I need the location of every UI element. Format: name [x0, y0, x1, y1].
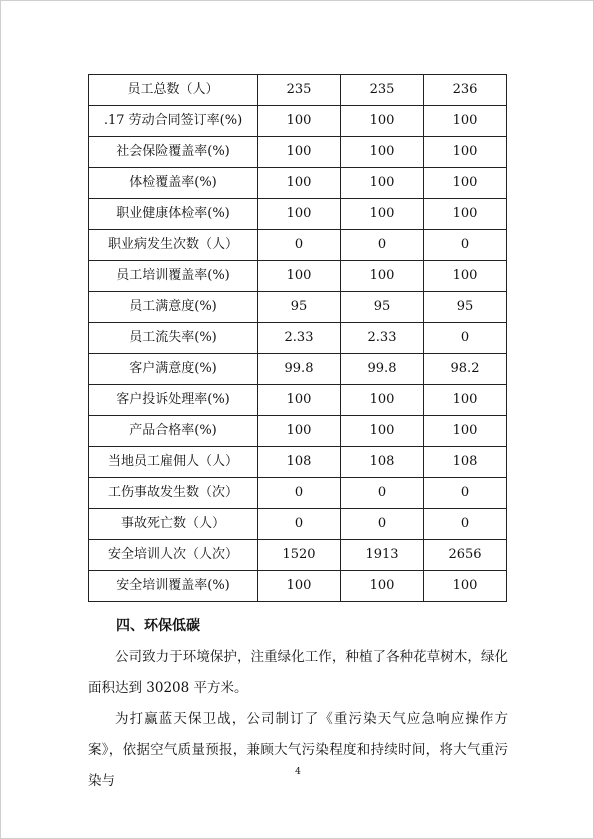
table-cell: 0 — [341, 509, 424, 540]
table-cell: 100 — [341, 106, 424, 137]
table-cell: 100 — [341, 261, 424, 292]
table-cell: 0 — [424, 230, 507, 261]
row-label: 体检覆盖率(%) — [89, 168, 258, 199]
table-cell: 0 — [258, 230, 341, 261]
table-cell: 100 — [341, 137, 424, 168]
table-cell: 100 — [424, 261, 507, 292]
table-cell: 100 — [258, 199, 341, 230]
table-cell: 100 — [341, 385, 424, 416]
row-label: 员工总数（人） — [89, 75, 258, 106]
table-cell: 100 — [424, 571, 507, 602]
row-label: 员工流失率(%) — [89, 323, 258, 354]
row-label: .17 劳动合同签订率(%) — [89, 106, 258, 137]
table-cell: 2.33 — [341, 323, 424, 354]
table-cell: 0 — [424, 478, 507, 509]
statistics-table — [88, 74, 507, 602]
table-cell: 100 — [258, 137, 341, 168]
paragraph-pollution-plan: 为打赢蓝天保卫战，公司制订了《重污染天气应急响应操作方案》，依据空气质量预报，兼顾大气污染程度和持续时间，将大气重污染与 — [88, 711, 508, 789]
table-row — [89, 571, 507, 602]
row-label: 职业病发生次数（人） — [89, 230, 258, 261]
table-cell: 95 — [341, 292, 424, 323]
table-cell: 235 — [341, 75, 424, 106]
row-label: 产品合格率(%) — [89, 416, 258, 447]
table-cell: 0 — [424, 323, 507, 354]
table-row — [89, 323, 507, 354]
table-cell: 95 — [424, 292, 507, 323]
table-cell: 108 — [424, 447, 507, 478]
table-cell: 100 — [258, 106, 341, 137]
row-label: 安全培训人次（人次） — [89, 540, 258, 571]
row-label: 当地员工雇佣人（人） — [89, 447, 258, 478]
table-cell: 108 — [341, 447, 424, 478]
table-cell: 100 — [258, 571, 341, 602]
table-row — [89, 447, 507, 478]
table-cell: 2656 — [424, 540, 507, 571]
row-label: 客户投诉处理率(%) — [89, 385, 258, 416]
table-cell: 98.2 — [424, 354, 507, 385]
table-row — [89, 416, 507, 447]
table-cell: 0 — [258, 478, 341, 509]
row-label: 社会保险覆盖率(%) — [89, 137, 258, 168]
table-row — [89, 168, 507, 199]
table-cell: 0 — [258, 509, 341, 540]
table-cell: 236 — [424, 75, 507, 106]
row-label: 员工满意度(%) — [89, 292, 258, 323]
table-cell: 100 — [258, 168, 341, 199]
table-cell: 100 — [341, 571, 424, 602]
table-cell: 99.8 — [341, 354, 424, 385]
table-row — [89, 230, 507, 261]
table-cell: 100 — [424, 385, 507, 416]
row-label: 客户满意度(%) — [89, 354, 258, 385]
table-row — [89, 478, 507, 509]
table-cell: 1520 — [258, 540, 341, 571]
table-cell: 100 — [258, 416, 341, 447]
table-cell: 100 — [424, 199, 507, 230]
table-row — [89, 509, 507, 540]
table-row — [89, 292, 507, 323]
table-cell: 0 — [341, 230, 424, 261]
table-cell: 108 — [258, 447, 341, 478]
table-cell: 100 — [424, 106, 507, 137]
table-cell: 0 — [424, 509, 507, 540]
table-cell: 1913 — [341, 540, 424, 571]
table-row — [89, 385, 507, 416]
row-label: 安全培训覆盖率(%) — [89, 571, 258, 602]
page-number: 4 — [295, 767, 301, 777]
table-row — [89, 106, 507, 137]
table-cell: 99.8 — [258, 354, 341, 385]
table-cell: 2.33 — [258, 323, 341, 354]
table-row — [89, 137, 507, 168]
row-label: 事故死亡数（人） — [89, 509, 258, 540]
row-label: 工伤事故发生数（次） — [89, 478, 258, 509]
row-label: 员工培训覆盖率(%) — [89, 261, 258, 292]
table-cell: 0 — [341, 478, 424, 509]
row-label: 职业健康体检率(%) — [89, 199, 258, 230]
table-cell: 100 — [341, 199, 424, 230]
table-cell: 100 — [424, 137, 507, 168]
table-row — [89, 354, 507, 385]
table-row — [89, 199, 507, 230]
table-cell: 100 — [341, 168, 424, 199]
section-heading: 四、环保低碳 — [116, 618, 200, 634]
table-row — [89, 540, 507, 571]
statistics-table-body — [89, 75, 507, 602]
table-cell: 100 — [258, 261, 341, 292]
paragraph-greening: 公司致力于环境保护，注重绿化工作，种植了各种花草树木，绿化面积达到 30208 平方米。 — [88, 649, 508, 696]
table-cell: 95 — [258, 292, 341, 323]
table-cell: 100 — [424, 168, 507, 199]
table-cell: 100 — [258, 385, 341, 416]
table-cell: 100 — [341, 416, 424, 447]
table-cell: 235 — [258, 75, 341, 106]
table-row — [89, 261, 507, 292]
table-row — [89, 75, 507, 106]
table-cell: 100 — [424, 416, 507, 447]
